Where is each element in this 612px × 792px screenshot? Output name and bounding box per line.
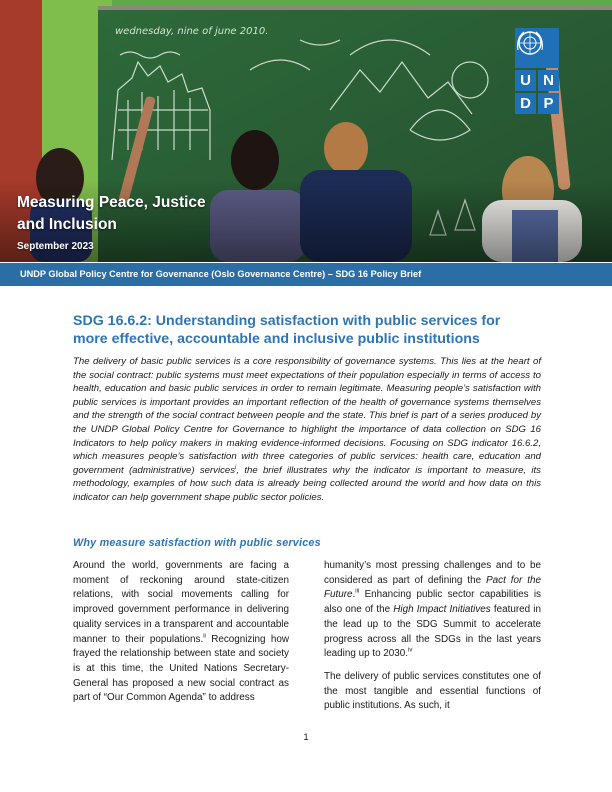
right-text-2: .: [352, 589, 356, 601]
right-column: [324, 559, 541, 714]
undp-letter-d: D: [515, 93, 536, 114]
undp-logo: [515, 28, 559, 114]
left-text-2: Recognizing how frayed the relationship between state and society is at this time, the United Nations Secretary-General has proposed a new social contract as part of “Our Common Agenda” to address: [73, 633, 289, 704]
undp-letter-p: P: [538, 93, 559, 114]
series-banner: UNDP Global Policy Centre for Governance (Oslo Governance Centre) – SDG 16 Policy Brief: [0, 263, 612, 286]
footnote-marker-ii[interactable]: ii: [203, 633, 206, 640]
footnote-marker-iii[interactable]: iii: [355, 589, 360, 596]
cover-title-line-2: and Inclusion: [17, 216, 117, 233]
left-column: [73, 559, 289, 706]
brief-title-line-2: more effective, accountable and inclusive public institutions: [73, 331, 480, 347]
intro-text-2: , the brief illustrates why the indicator is important to measure, its methodology, examples of how such data is already being collected around the world and how data on this indicator can help government shape public sector policies.: [73, 464, 541, 503]
chalk-date-text: wednesday, nine of june 2010.: [115, 26, 269, 37]
brief-title: [73, 312, 548, 348]
undp-letter-u: U: [515, 70, 536, 91]
cover-title: [17, 192, 247, 236]
undp-letter-n: N: [538, 70, 559, 91]
brief-title-line-1: SDG 16.6.2: Understanding satisfaction with public services for: [73, 313, 501, 329]
right-text-4: featured in the lead up to the SDG Summit to accelerate progress across all the SDGs in the last years leading up to 2030.: [324, 604, 541, 660]
right-paragraph-2: The delivery of public services constitutes one of the most tangible and essential functions of public institutions. As such, it: [324, 670, 541, 712]
left-paragraph: [73, 559, 289, 706]
cover-title-line-1: Measuring Peace, Justice: [17, 194, 206, 211]
right-paragraph-1: [324, 559, 541, 662]
publication-date: September 2023: [17, 241, 94, 252]
footnote-marker-i[interactable]: i: [235, 464, 237, 471]
right-text-3: Enhancing public sector capabilities is also one of the: [324, 589, 541, 616]
left-text-1: Around the world, governments are facing a moment of reckoning around state-citizen relations, with social movements calling for improved government performance in delivering quality services in a transparent and accountable manner to their populations.: [73, 560, 289, 645]
cover-photo: [0, 0, 612, 262]
pact-for-the-future: Pact for the Future: [324, 574, 541, 601]
section-heading: Why measure satisfaction with public services: [73, 537, 321, 549]
page-number: 1: [303, 732, 309, 743]
high-impact-initiatives: High Impact Initiatives: [393, 604, 491, 616]
right-text-1: humanity’s most pressing challenges and to be considered as part of defining the: [324, 560, 541, 586]
un-emblem-icon: [515, 28, 559, 68]
intro-paragraph: [73, 355, 541, 505]
intro-text-1: The delivery of basic public services is a core responsibility of governance systems. This lies at the heart of the social contract: public systems must meet expectations of their population especially in terms of access to health, education and basic public services in order to remain legitimate. Measuring people’s satisfaction with public services is important provides an important reflection of the health of governance systems themselves and the strength of the social contract between people and the state. This brief is part of a series produced by the UNDP Global Policy Centre for Governance to highlight the importance of data collection on SDG 16 Indicators to help policy makers in making evidence-informed decisions. Focusing on SDG indicator 16.6.2, which measures people’s satisfaction with three categories of public services: health care, education and government (administrative) services: [73, 356, 541, 476]
footnote-marker-iv[interactable]: iv: [408, 647, 413, 654]
